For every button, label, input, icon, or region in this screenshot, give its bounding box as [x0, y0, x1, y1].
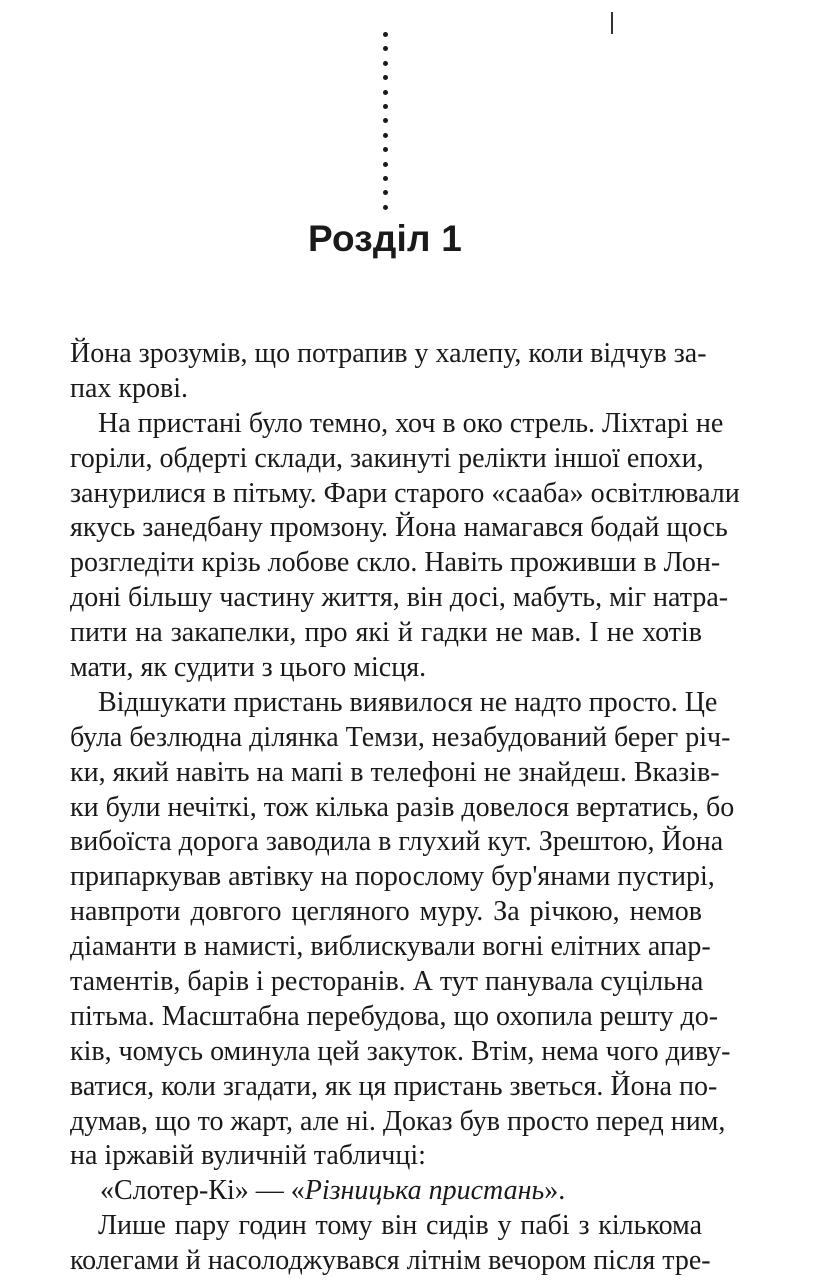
text-line: На пристані було темно, хоч в око стрель. Ліхтарі не: [98, 407, 724, 439]
chapter-title: Розділ 1: [308, 218, 462, 259]
ornament-dot: [383, 147, 388, 152]
text-line: ків, чомусь оминула цей закуток. Втім, нема чого диву-: [70, 1035, 731, 1067]
text-line: ки, який навіть на мапі в телефоні не знайдеш. Вказів-: [70, 756, 720, 788]
ornament-dot: [383, 46, 388, 51]
ornament-dot: [383, 176, 388, 181]
text-line: якусь занедбану промзону. Йона намагався бодай щось: [70, 512, 728, 544]
ornament-dot: [383, 162, 388, 167]
ornament-dot: [383, 90, 388, 95]
text-line: мати, як судити з цього місця.: [70, 652, 427, 684]
ornament-dot: [383, 118, 388, 123]
ornament-dot: [383, 205, 388, 210]
text-line: розгледіти крізь лобове скло. Навіть проживши в Лон-: [70, 547, 721, 579]
text-line: занурилися в пітьму. Фари старого «сааба» освітлювали: [70, 477, 740, 509]
ornament-dot: [383, 133, 388, 138]
text-line: пітьма. Масштабна перебудова, що охопила решту до-: [70, 1000, 719, 1032]
text-line: діаманти в намисті, виблискували вогні елітних апар-: [70, 931, 711, 963]
text-line: припаркував автівку на порослому бур'янами пустирі,: [70, 861, 715, 893]
sign-text: «Слотер-Кі» — «: [100, 1175, 305, 1207]
text-line: на іржавій вуличній табличці:: [70, 1140, 426, 1172]
sign-translation: Різницька пристань: [304, 1175, 545, 1207]
text-line: була безлюдна ділянка Темзи, незабудований берег річ-: [70, 721, 731, 753]
text-line: ватися, коли згадати, як ця пристань зветься. Йона по-: [70, 1070, 718, 1102]
text-line: навпроти довгого цегляного муру. За річкою, немов: [70, 896, 702, 928]
ornament-dot: [383, 75, 388, 80]
text-line: Лише пару годин тому він сидів у пабі з кількома: [98, 1210, 702, 1242]
ornament-dot: [383, 190, 388, 195]
page-edge-mark: [611, 12, 613, 34]
text-line: ки були нечіткі, тож кілька разів довелося вертатись, бо: [70, 791, 735, 823]
text-line: вибоїста дорога заводила в глухий кут. Зрештою, Йона: [70, 826, 724, 858]
sign-line: [70, 1174, 702, 1209]
ornament-dot: [383, 104, 388, 109]
text-line: горіли, обдерті склади, закинуті релікти іншої епохи,: [70, 442, 704, 474]
text-line: Відшукати пристань виявилося не надто просто. Це: [98, 686, 718, 718]
text-line: колегами й насолоджувався літнім вечором після тре-: [70, 1245, 711, 1277]
text-line: пити на закапелки, про які й гадки не мав. І не хотів: [70, 617, 702, 649]
body-text: [70, 337, 740, 1279]
text-line: таментів, барів і ресторанів. А тут панувала суцільна: [70, 966, 704, 998]
ornament-dot: [383, 61, 388, 66]
ornament-dot: [383, 32, 388, 37]
text-line: пах крові.: [70, 372, 189, 404]
chapter-ornament-dots: [383, 32, 389, 218]
text-line: Йона зрозумів, що потрапив у халепу, коли відчув за-: [70, 338, 707, 369]
text-line: думав, що то жарт, але ні. Доказ був просто перед ним,: [70, 1105, 726, 1137]
text-line: доні більшу частину життя, він досі, мабуть, міг натра-: [70, 582, 729, 614]
sign-text-end: ».: [544, 1175, 566, 1207]
